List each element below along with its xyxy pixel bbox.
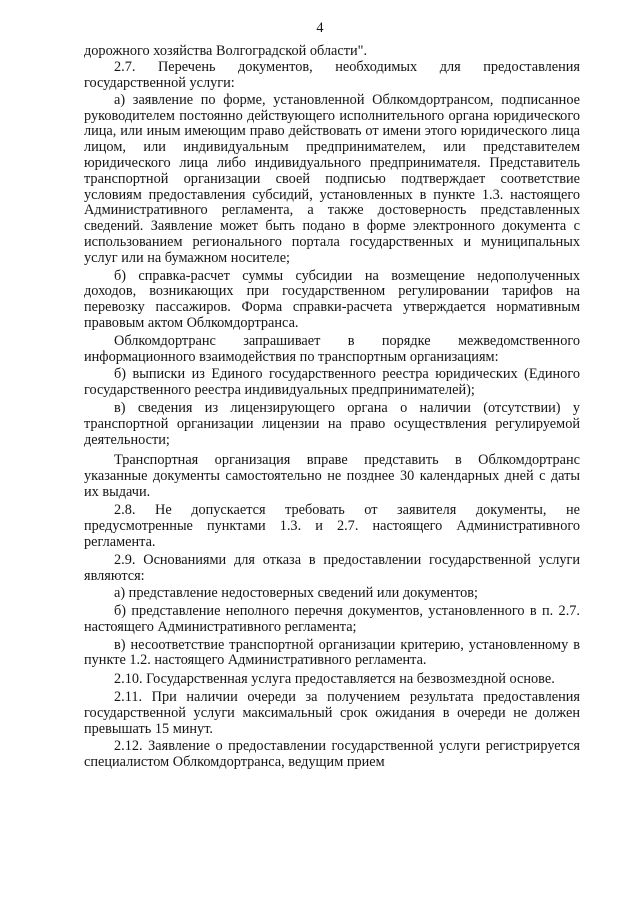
paragraph-interagency-request: Облкомдортранс запрашивает в порядке межведомственного информационного взаимодействия по транспортным организациям: [84, 332, 580, 365]
paragraph-item-a-application: а) заявление по форме, установленной Облкомдортрансом, подписанное руководителем постоянно действующего исполнительного органа юридического лица, или иным имеющим право действовать от имени этого юридического лица лицом, или индивидуальным предпринимателем, или представителем юридического лица либо индивидуального предпринимателя. Представитель транспортной организации своей подписью подтверждает соответствие условиям предоставления субсидий, установленных в пункте 1.3. настоящего Административного регламента, а также достоверность представленных сведений. Заявление может быть подано в форме электронного документа с использованием регионального портала государственных и муниципальных услуг или на бумажном носителе; [84, 91, 580, 266]
paragraph-continuation: дорожного хозяйства Волгоградской области". [84, 43, 368, 59]
paragraph-2-9: 2.9. Основаниями для отказа в предоставлении государственной услуги являются: [84, 551, 580, 584]
paragraph-2-10: 2.10. Государственная услуга предоставляется на безвозмездной основе. [114, 671, 555, 688]
paragraph-item-v-license: в) сведения из лицензирующего органа о наличии (отсутствии) у транспортной организации лицензии на право осуществления регулируемой деятельности; [84, 400, 580, 448]
paragraph-2-7: 2.7. Перечень документов, необходимых для предоставления государственной услуги: [84, 58, 580, 91]
page-number: 4 [316, 20, 324, 36]
document-body [84, 44, 580, 771]
paragraph-refusal-v: в) несоответствие транспортной организации критерию, установленному в пункте 1.2. настоящего Административного регламента. [84, 636, 580, 669]
paragraph-self-submission: Транспортная организация вправе представить в Облкомдортранс указанные документы самостоятельно не позднее 30 календарных дней с даты их выдачи. [84, 451, 580, 500]
paragraph-refusal-a: а) представление недостоверных сведений или документов; [114, 585, 478, 602]
paragraph-2-8: 2.8. Не допускается требовать от заявителя документы, не предусмотренные пунктами 1.3. и 2.7. настоящего Административного регламента. [84, 502, 580, 550]
paragraph-refusal-b: б) представление неполного перечня документов, установленного в п. 2.7. настоящего Административного регламента; [84, 603, 580, 635]
paragraph-item-b-calculation: б) справка-расчет суммы субсидии на возмещение недополученных доходов, возникающих при государственном регулировании тарифов на перевозку пассажиров. Форма справки-расчета утверждается нормативным правовым актом Облкомдортранса. [84, 267, 580, 332]
paragraph-item-b-extracts: б) выписки из Единого государственного реестра юридических (Единого государственного реестра индивидуальных предпринимателей); [84, 366, 580, 399]
paragraph-2-12: 2.12. Заявление о предоставлении государственной услуги регистрируется специалистом Облкомдортранса, ведущим прием [84, 738, 580, 771]
paragraph-2-11: 2.11. При наличии очереди за получением результата предоставления государственной услуги максимальный срок ожидания в очереди не должен превышать 15 минут. [84, 689, 580, 737]
